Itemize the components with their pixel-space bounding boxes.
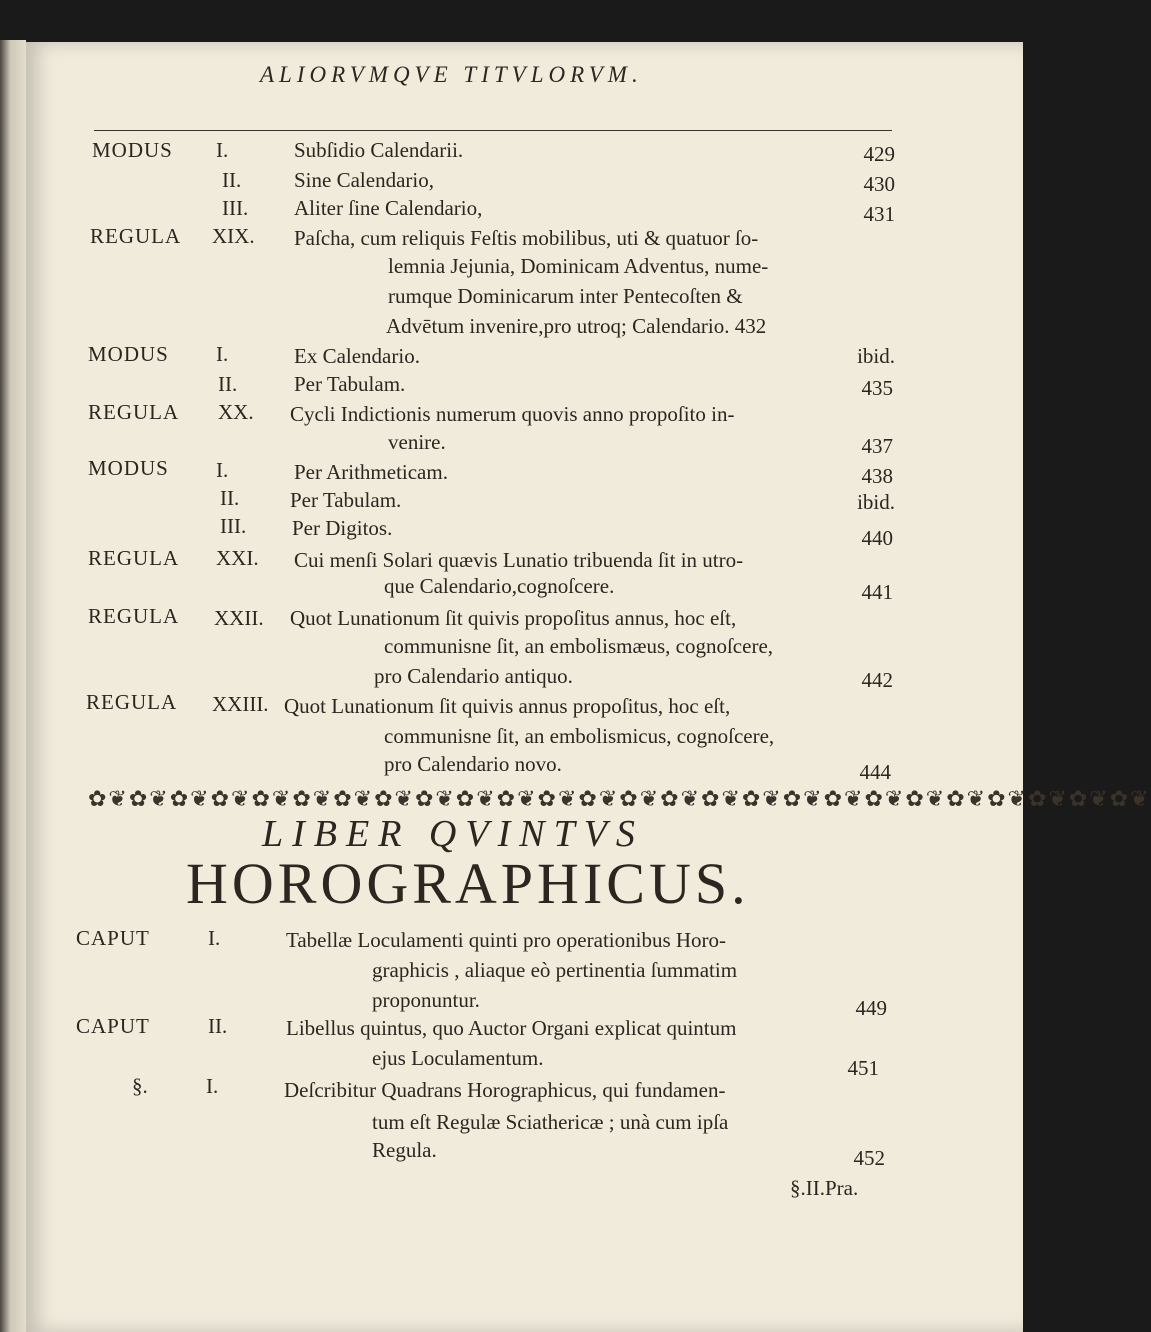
entry-page: 431 — [863, 202, 895, 226]
entry-number: II. — [218, 372, 238, 396]
book-title: LIBER QVINTVS — [262, 813, 644, 855]
entry-label: REGULA — [90, 224, 182, 248]
entry-label: MODUS — [92, 138, 173, 162]
entry-label: REGULA — [88, 546, 180, 570]
entry-label: MODUS — [88, 342, 169, 366]
entry-number: XIX. — [212, 224, 255, 248]
book-subtitle: HOROGRAPHICUS. — [186, 851, 750, 916]
entry-number: I. — [216, 342, 229, 366]
entry-text: Deſcribitur Quadrans Horographicus, qui fundamen- — [284, 1078, 726, 1102]
entry-number: XXIII. — [212, 692, 269, 716]
catchword: §.II.Pra. — [790, 1176, 859, 1200]
entry-text: Cycli Indictionis numerum quovis anno propoſito in- — [290, 402, 735, 426]
entry-page: 430 — [863, 172, 895, 196]
head-rule — [94, 130, 892, 131]
entry-number: I. — [206, 1074, 219, 1098]
entry-number: XXII. — [214, 606, 264, 630]
entry-text: ejus Loculamentum. — [372, 1046, 544, 1070]
entry-number: I. — [216, 138, 229, 162]
entry-text: proponuntur. — [372, 988, 480, 1012]
entry-text: Advētum invenire,pro utroq; Calendario. 432 — [386, 314, 767, 338]
entry-text: lemnia Jejunia, Dominicam Adventus, nume- — [388, 254, 769, 278]
entry-text: Quot Lunationum ſit quivis annus propoſitus, hoc eſt, — [284, 694, 731, 718]
entry-label: §. — [132, 1074, 148, 1098]
entry-page: 452 — [853, 1146, 885, 1170]
entry-text: Aliter ſine Calendario, — [294, 196, 483, 220]
entry-page: 449 — [855, 996, 887, 1020]
entry-text: Cui menſi Solari quævis Lunatio tribuenda ſit in utro- — [294, 548, 744, 572]
entry-text: Tabellæ Loculamenti quinti pro operationibus Horo- — [286, 928, 727, 952]
entry-label: MODUS — [88, 456, 169, 480]
entry-label: REGULA — [88, 604, 180, 628]
entry-text: rumque Dominicarum inter Pentecoſten & — [388, 284, 743, 308]
entry-label: REGULA — [86, 690, 178, 714]
entry-page: 441 — [861, 580, 893, 604]
entry-page: 440 — [861, 526, 893, 550]
entry-text: pro Calendario novo. — [384, 752, 562, 776]
entry-text: Subſidio Calendarii. — [294, 138, 464, 162]
entry-page: 437 — [861, 434, 893, 458]
entry-text: Per Tabulam. — [294, 372, 406, 396]
entry-text: graphicis , aliaque eò pertinentia ſummatim — [372, 958, 738, 982]
entry-text: Per Tabulam. — [290, 488, 402, 512]
entry-page: 429 — [863, 142, 895, 166]
entry-text: Sine Calendario, — [294, 168, 434, 192]
entry-number: III. — [222, 196, 249, 220]
entry-number: I. — [208, 926, 221, 950]
entry-text: que Calendario,cognoſcere. — [384, 574, 615, 598]
entry-number: II. — [222, 168, 242, 192]
entry-page: 444 — [859, 760, 891, 784]
entry-page: 442 — [861, 668, 893, 692]
entry-text: communisne ſit, an embolismæus, cognoſcere, — [384, 634, 774, 658]
entry-text: Per Digitos. — [292, 516, 393, 540]
running-head: ALIORVMQVE TITVLORVM. — [260, 62, 643, 87]
entry-number: I. — [216, 458, 229, 482]
entry-number: XXI. — [216, 546, 259, 570]
entry-page: ibid. — [857, 344, 895, 368]
entry-label: CAPUT — [76, 926, 150, 950]
entry-text: communisne ſit, an embolismicus, cognoſcere, — [384, 724, 775, 748]
entry-text: Ex Calendario. — [294, 344, 420, 368]
entry-number: II. — [220, 486, 240, 510]
entry-label: CAPUT — [76, 1014, 150, 1038]
entry-text: Libellus quintus, quo Auctor Organi explicat quintum — [286, 1016, 737, 1040]
entry-number: II. — [208, 1014, 228, 1038]
entry-page: 438 — [861, 464, 893, 488]
entry-number: III. — [220, 514, 247, 538]
entry-text: tum eſt Regulæ Sciathericæ ; unà cum ipſa — [372, 1110, 729, 1134]
entry-text: Per Arithmeticam. — [294, 460, 448, 484]
entry-text: Quot Lunationum ſit quivis propoſitus annus, hoc eſt, — [290, 606, 737, 630]
entry-page: 435 — [861, 376, 893, 400]
entry-text: pro Calendario antiquo. — [374, 664, 573, 688]
ornamental-band: ✿❦✿❦✿❦✿❦✿❦✿❦✿❦✿❦✿❦✿❦✿❦✿❦✿❦✿❦✿❦✿❦✿❦✿❦✿❦✿❦✿❦✿❦✿❦✿❦✿❦✿❦ — [88, 786, 1151, 811]
entry-text: venire. — [388, 430, 446, 454]
entry-label: REGULA — [88, 400, 180, 424]
entry-number: XX. — [218, 400, 254, 424]
adjacent-page-edge — [0, 40, 26, 1332]
entry-text: Paſcha, cum reliquis Feſtis mobilibus, uti & quatuor ſo- — [294, 226, 759, 250]
entry-page: ibid. — [857, 490, 895, 514]
entry-page: 451 — [847, 1056, 879, 1080]
entry-text: Regula. — [372, 1138, 437, 1162]
